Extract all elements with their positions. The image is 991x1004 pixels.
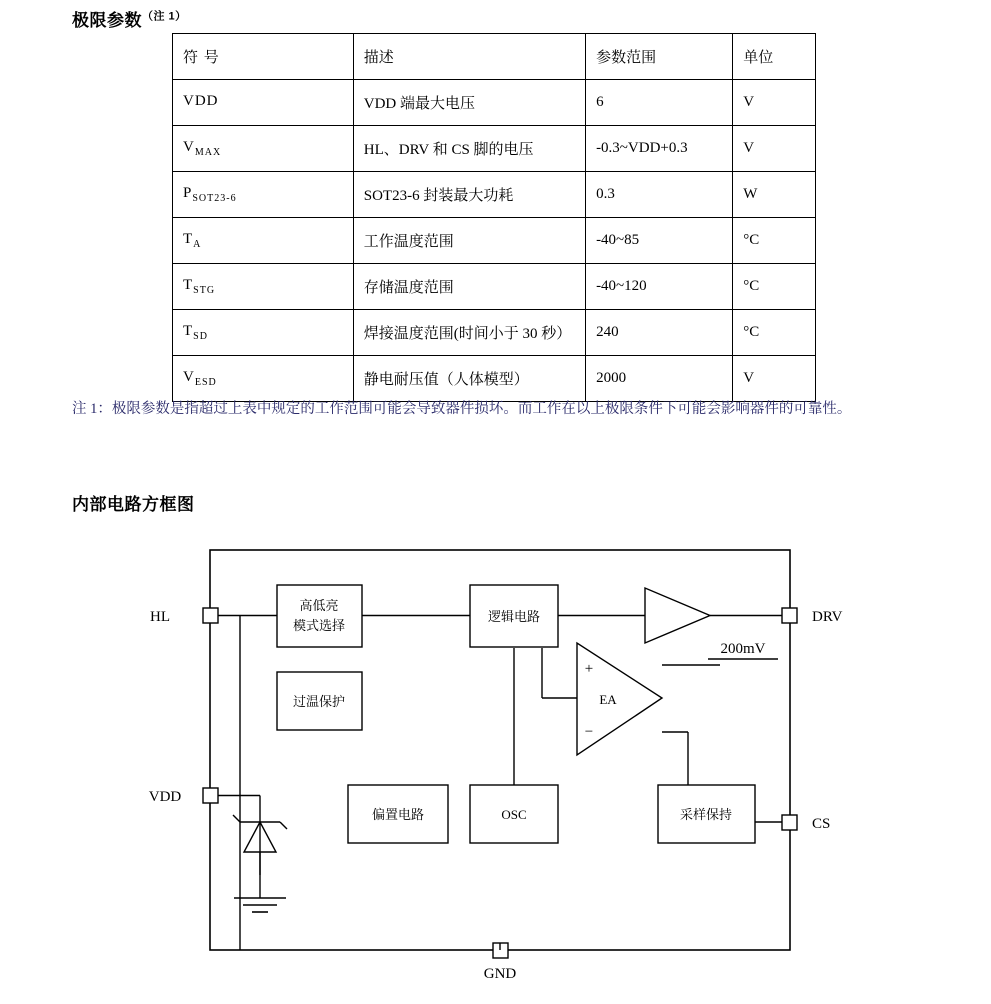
cell-description: 静电耐压值（人体模型） [353,356,585,402]
reference-voltage-label: 200mV [720,641,766,657]
symbol-subscript: ESD [194,377,217,388]
pin-pad-vdd [203,788,218,803]
table-row [173,172,816,218]
symbol-subscript: A [193,239,202,250]
table-row [173,356,816,402]
cell-symbol [173,126,354,172]
limits-table [172,33,816,402]
pin-label-cs: CS [812,816,831,832]
symbol-text: V [183,369,195,385]
block-mode-select-label-line1: 高低亮 [299,598,339,613]
cell-description: 工作温度范围 [353,218,585,264]
pin-label-vdd: VDD [148,789,182,805]
footnote-text: 注 1：极限参数是指超过上表中规定的工作范围可能会导致器件损坏。而工作在以上极限条件下可能会影响器件的可靠性。 [72,401,852,417]
section-title-text: 内部电路方框图 [72,495,195,514]
block-osc-label: OSC [501,807,527,822]
table-row [173,310,816,356]
cell-symbol [173,172,354,218]
cell-unit: W [733,172,816,218]
section-title-note: （注 1） [142,10,187,23]
cell-range: 0.3 [586,172,733,218]
page-title-limits [72,6,187,31]
cell-range: 2000 [586,356,733,402]
cell-symbol [173,80,354,126]
block-bias-label: 偏置电路 [371,807,425,822]
symbol-subscript: SOT23-6 [192,193,237,204]
block-mode-select-label-line2: 模式选择 [292,618,346,633]
page-title-block-diagram [72,490,195,515]
symbol-text: T [183,323,194,339]
ea-minus-input-label: − [584,724,594,740]
symbol-subscript: SD [193,331,208,342]
cell-description: HL、DRV 和 CS 脚的电压 [353,126,585,172]
pin-label-gnd: GND [483,966,517,982]
table-row [173,218,816,264]
pin-pad-hl [203,608,218,623]
symbol-text: T [183,231,194,247]
symbol-text: T [183,277,194,293]
table-row [173,126,816,172]
block-sample-hold-label: 采样保持 [679,807,733,822]
column-header-symbol: 符 号 [173,34,354,80]
cell-description: SOT23-6 封装最大功耗 [353,172,585,218]
cell-symbol [173,310,354,356]
cell-symbol [173,264,354,310]
cell-unit: V [733,80,816,126]
cell-unit: V [733,356,816,402]
cell-description: 焊接温度范围(时间小于 30 秒） [353,310,585,356]
cell-range: -40~120 [586,264,733,310]
column-header-unit: 单位 [733,34,816,80]
cell-range: 240 [586,310,733,356]
cell-range: -40~85 [586,218,733,264]
symbol-text: P [183,185,193,201]
symbol-subscript: STG [193,285,216,296]
section-title-text: 极限参数 [72,11,142,30]
block-otp-label: 过温保护 [292,694,346,709]
symbol-text: VDD [183,93,219,109]
block-logic-label: 逻辑电路 [487,609,541,624]
cell-unit: °C [733,264,816,310]
ea-plus-input-label: + [584,661,594,677]
pin-pad-cs [782,815,797,830]
cell-symbol [173,356,354,402]
zener-bar-tick-right [280,822,287,829]
column-header-range: 参数范围 [586,34,733,80]
cell-range: 6 [586,80,733,126]
driver-amplifier-icon [645,588,710,643]
cell-unit: V [733,126,816,172]
cell-unit: °C [733,310,816,356]
cell-description: VDD 端最大电压 [353,80,585,126]
table-row [173,80,816,126]
zener-bar-tick-left [233,815,240,822]
block-mode-select [277,585,362,647]
internal-block-diagram [100,530,900,990]
column-header-description: 描述 [353,34,585,80]
table-header-row [173,34,816,80]
cell-range: -0.3~VDD+0.3 [586,126,733,172]
symbol-subscript: MAX [194,147,222,158]
error-amplifier-label: EA [599,692,617,707]
pin-label-drv: DRV [812,609,843,625]
symbol-text: V [183,139,195,155]
pin-pad-drv [782,608,797,623]
table-row [173,264,816,310]
pin-label-hl: HL [150,609,170,625]
cell-symbol [173,218,354,264]
cell-unit: °C [733,218,816,264]
cell-description: 存储温度范围 [353,264,585,310]
